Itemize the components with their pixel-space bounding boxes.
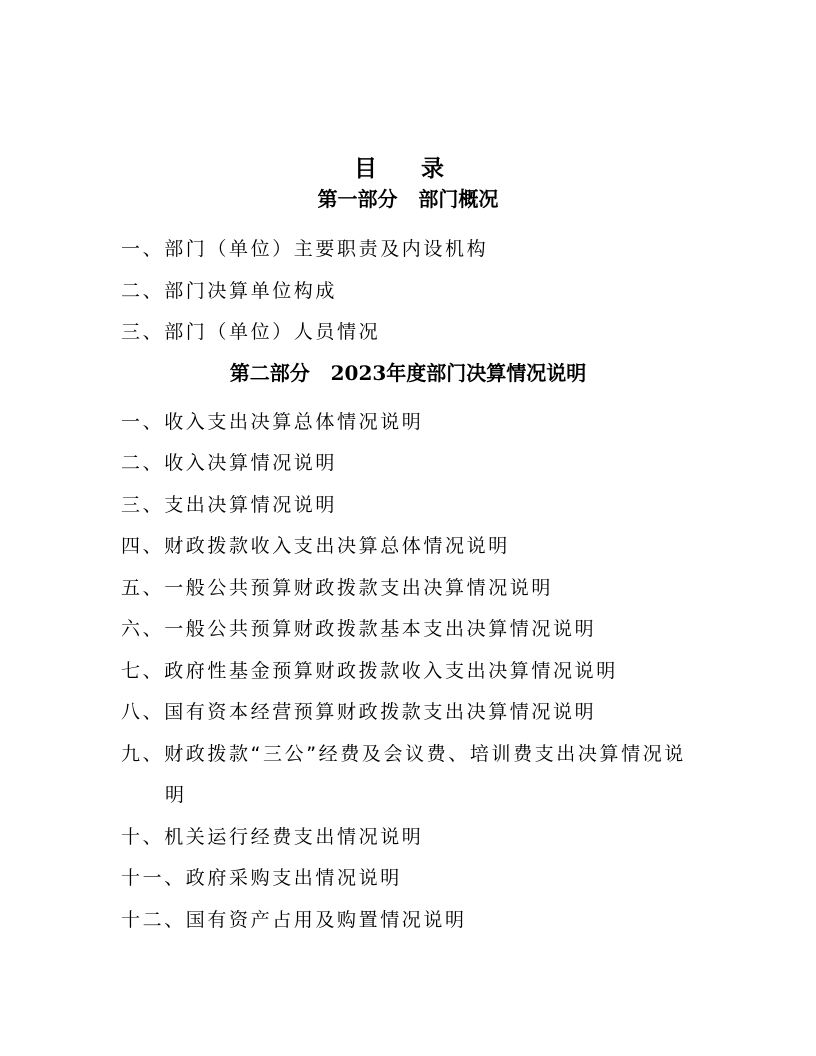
- toc-item: 二、收入决算情况说明: [121, 452, 338, 474]
- part2-heading: 第二部分 2023年度部门决算情况说明: [229, 361, 587, 385]
- toc-item: 十一、政府采购支出情况说明: [121, 867, 402, 889]
- toc-item-continuation: 明: [165, 784, 187, 806]
- toc-item: 八、国有资本经营预算财政拨款支出决算情况说明: [121, 701, 597, 723]
- toc-item: 一、收入支出决算总体情况说明: [121, 411, 424, 433]
- toc-item: 十二、国有资产占用及购置情况说明: [121, 909, 467, 931]
- toc-item: 一、部门（单位）主要职责及内设机构: [121, 238, 489, 260]
- part1-heading: 第一部分 部门概况: [317, 187, 499, 211]
- toc-item: 五、一般公共预算财政拨款支出决算情况说明: [121, 577, 554, 599]
- toc-item: 四、财政拨款收入支出决算总体情况说明: [121, 535, 510, 557]
- toc-item: 三、部门（单位）人员情况: [121, 321, 381, 343]
- toc-item: 九、财政拨款“三公”经费及会议费、培训费支出决算情况说: [121, 743, 686, 765]
- toc-title: 目 录: [353, 156, 462, 182]
- toc-item: 六、一般公共预算财政拨款基本支出决算情况说明: [121, 618, 597, 640]
- toc-item: 三、支出决算情况说明: [121, 494, 338, 516]
- toc-item: 二、部门决算单位构成: [121, 280, 338, 302]
- toc-item: 七、政府性基金预算财政拨款收入支出决算情况说明: [121, 660, 618, 682]
- toc-item: 十、机关运行经费支出情况说明: [121, 826, 424, 848]
